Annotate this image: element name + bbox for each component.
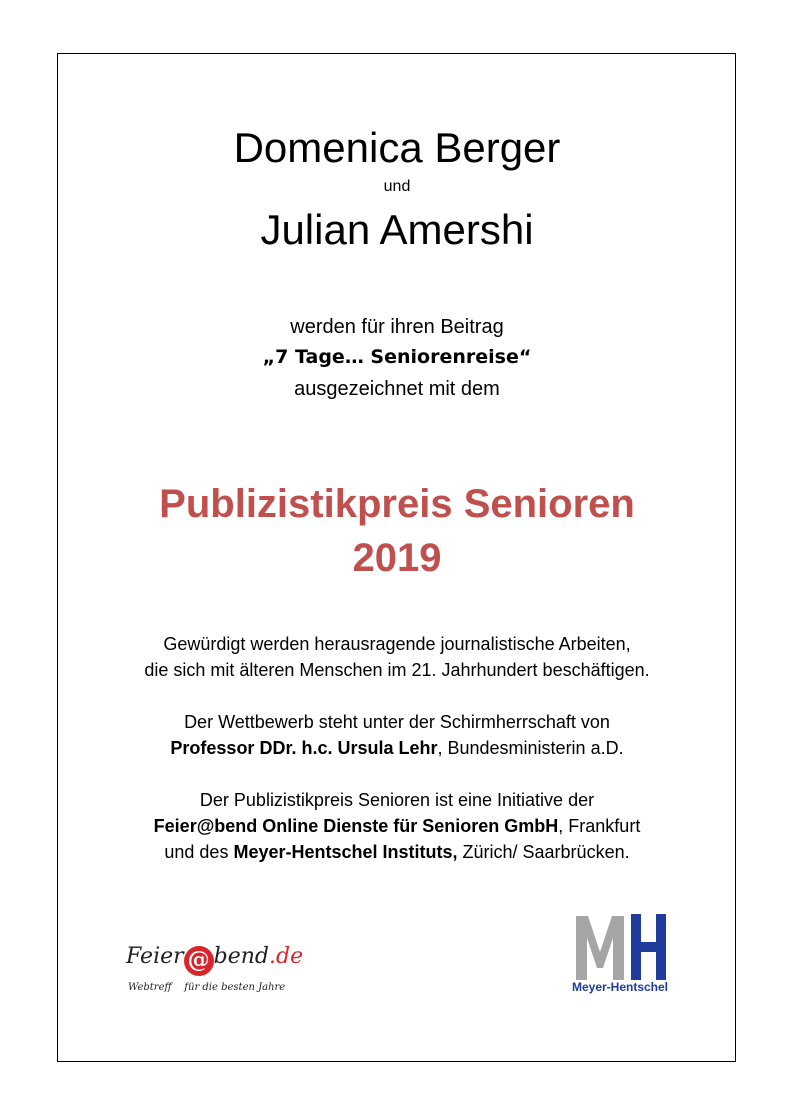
entry-title: „7 Tage… Seniorenreise“ (262, 346, 532, 368)
award-name: Publizistikpreis Senioren (159, 482, 635, 526)
feierabend-wordmark (126, 944, 303, 976)
feierabend-text-a: Feier (126, 944, 184, 969)
award-year: 2019 (352, 536, 442, 580)
feierabend-text-b: bend (213, 944, 270, 969)
patron-name: Professor DDr. h.c. Ursula Lehr (170, 738, 438, 758)
at-sign-icon: @ (184, 946, 214, 976)
feierabend-tld: .de (269, 944, 304, 969)
org-meyer-hentschel: Meyer-Hentschel Instituts, (233, 842, 458, 862)
org-feierabend: Feier@bend Online Dienste für Senioren GmbH (153, 816, 559, 836)
recipient-name-1: Domenica Berger (233, 124, 561, 171)
line-prefix: und des (164, 842, 234, 862)
paragraph-2-line-2 (0, 736, 794, 760)
feierabend-tagline: Webtreff für die besten Jahre (128, 982, 286, 993)
conjunction: und (383, 178, 411, 195)
meyer-hentschel-logo (566, 914, 674, 998)
meyer-hentschel-label: Meyer-Hentschel (571, 980, 669, 994)
paragraph-3-line-2 (0, 814, 794, 838)
patron-title: , Bundesministerin a.D. (437, 738, 624, 758)
paragraph-1-line-1: Gewürdigt werden herausragende journalistische Arbeiten, (163, 634, 631, 654)
paragraph-3-line-3 (0, 840, 794, 864)
feierabend-logo (126, 944, 306, 998)
mh-monogram-icon (576, 914, 666, 980)
org-meyer-hentschel-city: Zürich/ Saarbrücken. (457, 842, 630, 862)
paragraph-1-line-2: die sich mit älteren Menschen im 21. Jahrhundert beschäftigen. (144, 660, 650, 680)
intro-line: werden für ihren Beitrag (290, 316, 504, 338)
recipient-name-2: Julian Amershi (260, 206, 534, 253)
paragraph-2-line-1: Der Wettbewerb steht unter der Schirmherrschaft von (184, 712, 610, 732)
org-feierabend-city: , Frankfurt (558, 816, 641, 836)
intro-line-awarded: ausgezeichnet mit dem (294, 378, 500, 400)
paragraph-3-line-1: Der Publizistikpreis Senioren ist eine Initiative der (199, 790, 595, 810)
